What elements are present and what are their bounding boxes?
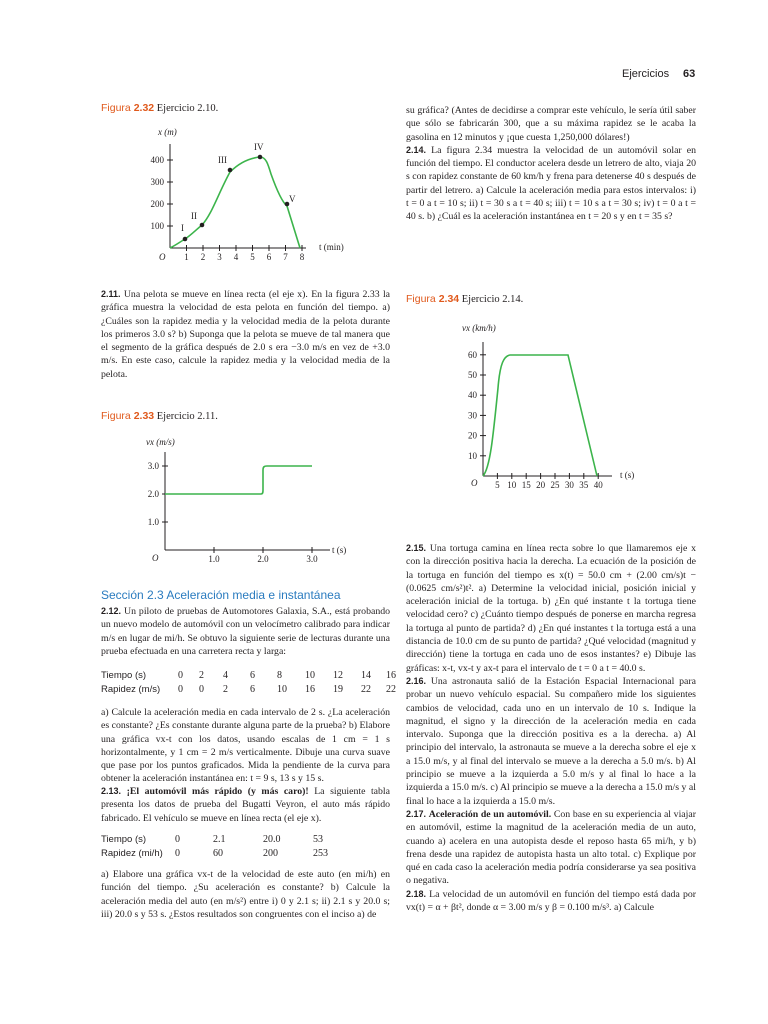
point-II xyxy=(200,223,205,228)
x-tick-label: 1.0 xyxy=(208,554,220,564)
exercise-2-12: 2.12. Un piloto de pruebas de Automotores Galaxia, S.A., está probando un nuevo modelo de automóvil con un velocímetro calibrado para indicar m/s en lugar de mi/h. Se obtuvo la siguiente serie de lecturas durante una prueba efectuada en una carretera recta y larga: xyxy=(101,606,391,657)
point-label-III: III xyxy=(218,155,227,165)
x-tick-label: 8 xyxy=(299,252,305,262)
x-axis-label: t (s) xyxy=(620,470,635,480)
x-tick-label: 2.0 xyxy=(257,554,269,564)
position-curve xyxy=(170,157,300,248)
x-tick-label: 3 xyxy=(217,252,222,262)
x-tick-label: 6 xyxy=(266,252,272,262)
exercise-2-16: 2.16. Una astronauta salió de la Estación Espacial Internacional para probar un nuevo vehículo espacial. Su compañero mide los siguientes cambios de velocidad, cada uno en un intervalo de 10 s. Indique la magnitud, el signo y la dirección de la aceleración media en cada intervalo. Suponga que la dirección positiva es a la derecha. a) Al principio del intervalo, la astronauta se mueve a la derecha sobre el eje x a 15.0 m/s, y al final del intervalo se mueve a la derecha a 5.0 m/s. b) Al principio se mueve a la izquierda a 5.0 m/s y al final lo hace a la izquierda a 15.0 m/s. c) Al principio se mueve a la derecha a 15.0 m/s y al final lo hace a la izquierda a 15.0 m/s. xyxy=(406,675,696,807)
figure-2-32-caption: Figura 2.32 Ejercicio 2.10. xyxy=(101,102,219,114)
x-tick-label: 15 xyxy=(521,480,531,490)
table-row: Rapidez (mi/h) 0 60 200 253 xyxy=(101,847,328,859)
y-tick-label: 100 xyxy=(150,221,164,231)
x-tick-label: 7 xyxy=(283,252,288,262)
x-tick-label: 25 xyxy=(550,480,560,490)
exercise-2-13: 2.13. ¡El automóvil más rápido (y más caro)! La siguiente tabla presenta los datos de prueba del Bugatti Veyron, el auto más rápido fabricado. El vehículo se mueve en línea recta (el eje x). xyxy=(101,786,390,824)
x-axis-label: t (min) xyxy=(319,242,344,252)
y-axis-label: vx (m/s) xyxy=(146,437,175,447)
exercise-2-13-questions: a) Elabore una gráfica vx-t de la velocidad de este auto (en mi/h) en función del tiempo. ¿Su aceleración es constante? b) Calcule la aceleración media del auto (en m/s²) entre i) 0 y 2.1 s; ii) 2.1 s y 20.0 s; iii) 20.0 s y 53 s. ¿Estos resultados son congruentes con el inciso a) de xyxy=(101,869,390,920)
y-tick-label: 20 xyxy=(468,430,477,441)
velocity-curve xyxy=(483,355,597,476)
point-label-I: I xyxy=(181,223,184,233)
x-tick-label: 2 xyxy=(200,252,206,262)
exercise-2-17: 2.17. Aceleración de un automóvil. Con base en su experiencia al viajar en automóvil, estime la magnitud de la aceleración media de un auto, cuando a) acelera en una autopista desde el reposo hasta 65 mi/h, y b) frena desde una rapidez de autopista hasta un alto total. c) Explique por qué en cada caso la aceleración media podría considerarse ya sea positiva o negativa. xyxy=(406,808,696,887)
point-label-II: II xyxy=(191,211,197,221)
running-header-section: Ejercicios xyxy=(622,68,670,80)
x-tick-label: 1 xyxy=(184,252,189,262)
x-axis-label: t (s) xyxy=(332,545,347,555)
figure-2-33-caption: Figura 2.33 Ejercicio 2.11. xyxy=(101,410,218,422)
point-III xyxy=(228,168,233,173)
x-tick-label: 3.0 xyxy=(306,554,318,564)
y-tick-label: 400 xyxy=(150,155,164,165)
x-tick-label: 10 xyxy=(507,480,517,490)
point-IV xyxy=(258,155,263,160)
y-axis-label: vx (km/h) xyxy=(462,323,496,333)
y-axis-label: x (m) xyxy=(158,127,177,137)
origin-label: O xyxy=(159,252,166,262)
x-tick-label: 20 xyxy=(536,480,546,490)
section-title: Sección 2.3 Aceleración media e instantánea xyxy=(101,588,341,602)
table-row: Tiempo (s) 0 2.1 20.0 53 xyxy=(101,833,323,845)
table-row: Tiempo (s) 0 2 4 6 8 10 12 14 16 xyxy=(101,669,396,681)
origin-label: O xyxy=(471,478,478,488)
exercise-2-13-continued: su gráfica? (Antes de decidirse a comprar este vehículo, le sería útil saber que sólo se fabricarán 300, que a su máxima rapidez se le acaba la gasolina en 12 minutos y ¡que cuesta 1,250,000 dólares!) 2.14. La figura 2.34 muestra la velocidad de un automóvil solar en función del tiempo. El conductor acelera desde un letrero de alto, viaja 20 s con rapidez constante de 60 km/h y frena para detenerse 40 s después de partir del letrero. a) Calcule la aceleración media para estos intervalos: i) t = 0 a t = 10 s; ii) t = 30 s a t = 40 s; iii) t = 10 s a t = 30 s; iv) t = 0 a t = 40 s. b) ¿Cuál es la aceleración instantánea en t = 20 s y en t = 35 s? xyxy=(406,105,697,223)
x-tick-label: 5 xyxy=(495,480,500,490)
page-number: 63 xyxy=(683,68,696,80)
y-tick-label: 300 xyxy=(150,177,164,187)
x-tick-label: 5 xyxy=(250,252,255,262)
y-tick-label: 2.0 xyxy=(147,489,159,499)
origin-label: O xyxy=(152,553,159,563)
y-tick-label: 1.0 xyxy=(147,517,159,527)
exercise-2-18: 2.18. La velocidad de un automóvil en función del tiempo está dada por vx(t) = α + βt², donde α = 3.00 m/s y β = 0.100 m/s³. a) Calcule xyxy=(406,888,696,914)
point-I xyxy=(183,237,188,242)
y-tick-label: 40 xyxy=(468,390,477,401)
point-label-V: V xyxy=(289,194,296,204)
figure-2-33-chart xyxy=(140,432,360,567)
figure-2-32-chart xyxy=(140,122,344,267)
table-row: Rapidez (m/s) 0 0 2 6 10 16 19 22 22 xyxy=(101,683,396,695)
y-tick-label: 10 xyxy=(468,450,477,461)
x-tick-label: 40 xyxy=(593,480,603,490)
y-tick-label: 60 xyxy=(468,349,477,360)
y-tick-label: 30 xyxy=(468,410,477,421)
velocity-curve xyxy=(165,466,312,494)
y-tick-label: 50 xyxy=(468,370,477,380)
point-label-IV: IV xyxy=(254,142,264,152)
exercise-2-15: 2.15. Una tortuga camina en línea recta sobre lo que llamaremos eje x con la dirección positiva hacia la derecha. La ecuación de la posición de la tortuga en función del tiempo es x(t) = 50.0 cm + (2.00 cm/s)t − (0.0625 cm/s²)t². a) Determine la velocidad inicial, posición inicial y aceleración inicial de la tortuga. b) ¿En qué instante t la tortuga tiene velocidad cero? c) ¿Cuánto tiempo después de ponerse en marcha regresa la tortuga al punto de partida? d) ¿En qué instantes t la tortuga está a una distancia de 10.0 cm de su punto de partida? ¿Qué velocidad (magnitud y dirección) tiene la tortuga en cada uno de esos instantes? e) Dibuje las gráficas: x-t, vx-t y ax-t para el intervalo de t = 0 a t = 40.0 s. xyxy=(406,543,696,674)
table-2-13 xyxy=(101,832,328,860)
figure-2-34-caption: Figura 2.34 Ejercicio 2.14. xyxy=(406,293,524,305)
x-tick-label: 35 xyxy=(579,480,589,490)
x-tick-label: 30 xyxy=(564,480,574,490)
exercise-2-12-questions: a) Calcule la aceleración media en cada intervalo de 2 s. ¿La aceleración es constante? ¿Es constante durante alguna parte de la prueba? b) Elabore una gráfica vx-t con los datos, usando escalas de 1 cm = 1 s horizontalmente, y 1 cm = 2 m/s verticalmente. Dibuje una curva suave que pase por los puntos graficados. Mida la pendiente de la curva para obtener la aceleración instantánea en: t = 9 s, 13 s y 15 s. xyxy=(101,707,390,785)
exercises-2-15-to-2-18 xyxy=(406,542,696,914)
figure-2-34-chart xyxy=(450,318,680,493)
x-tick-label: 4 xyxy=(233,252,239,262)
y-tick-label: 3.0 xyxy=(147,461,159,471)
exercise-2-11: 2.11. Una pelota se mueve en línea recta (el eje x). En la figura 2.33 la gráfica muestra la velocidad de esta pelota en función del tiempo. a) ¿Cuáles son la rapidez media y la velocidad media de la pelota durante los primeros 3.0 s? b) Suponga que la pelota se mueve de tal manera que el segmento de la gráfica después de 2.0 s era −3.0 m/s en vez de +3.0 m/s. En este caso, calcule la rapidez media y la velocidad media de la pelota. xyxy=(101,289,391,380)
table-2-12 xyxy=(101,668,396,696)
y-tick-label: 200 xyxy=(150,199,164,209)
